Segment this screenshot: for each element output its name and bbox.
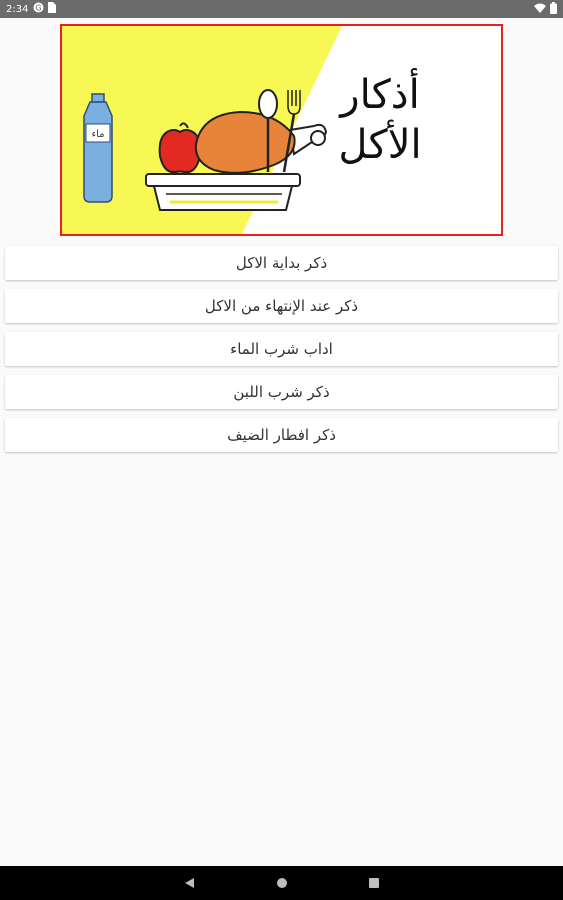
plate-icon xyxy=(146,174,300,210)
water-bottle-icon xyxy=(84,94,112,202)
menu-item-drinking-water[interactable]: اداب شرب الماء xyxy=(5,332,558,366)
banner-title: أذكار الأكل xyxy=(338,72,422,168)
home-icon[interactable] xyxy=(272,873,292,893)
menu-item-start-eating[interactable]: ذكر بداية الاكل xyxy=(5,246,558,280)
status-bar xyxy=(0,0,563,18)
app-notification-icon xyxy=(33,2,44,16)
battery-icon xyxy=(550,2,557,17)
sim-card-icon xyxy=(48,2,56,16)
menu-item-drinking-milk[interactable]: ذكر شرب اللبن xyxy=(5,375,558,409)
svg-text:G: G xyxy=(35,3,43,13)
status-time: 2:34 xyxy=(6,3,29,15)
adhkar-menu xyxy=(5,246,558,452)
menu-item-finish-eating[interactable]: ذكر عند الإنتهاء من الاكل xyxy=(5,289,558,323)
back-icon[interactable] xyxy=(180,873,200,893)
header-banner xyxy=(60,24,503,236)
bottle-label: ماء xyxy=(91,129,105,140)
navigation-bar xyxy=(0,866,563,900)
menu-item-guest-breakfast[interactable]: ذكر افطار الضيف xyxy=(5,418,558,452)
wifi-icon xyxy=(534,3,546,16)
recents-icon[interactable] xyxy=(364,873,384,893)
